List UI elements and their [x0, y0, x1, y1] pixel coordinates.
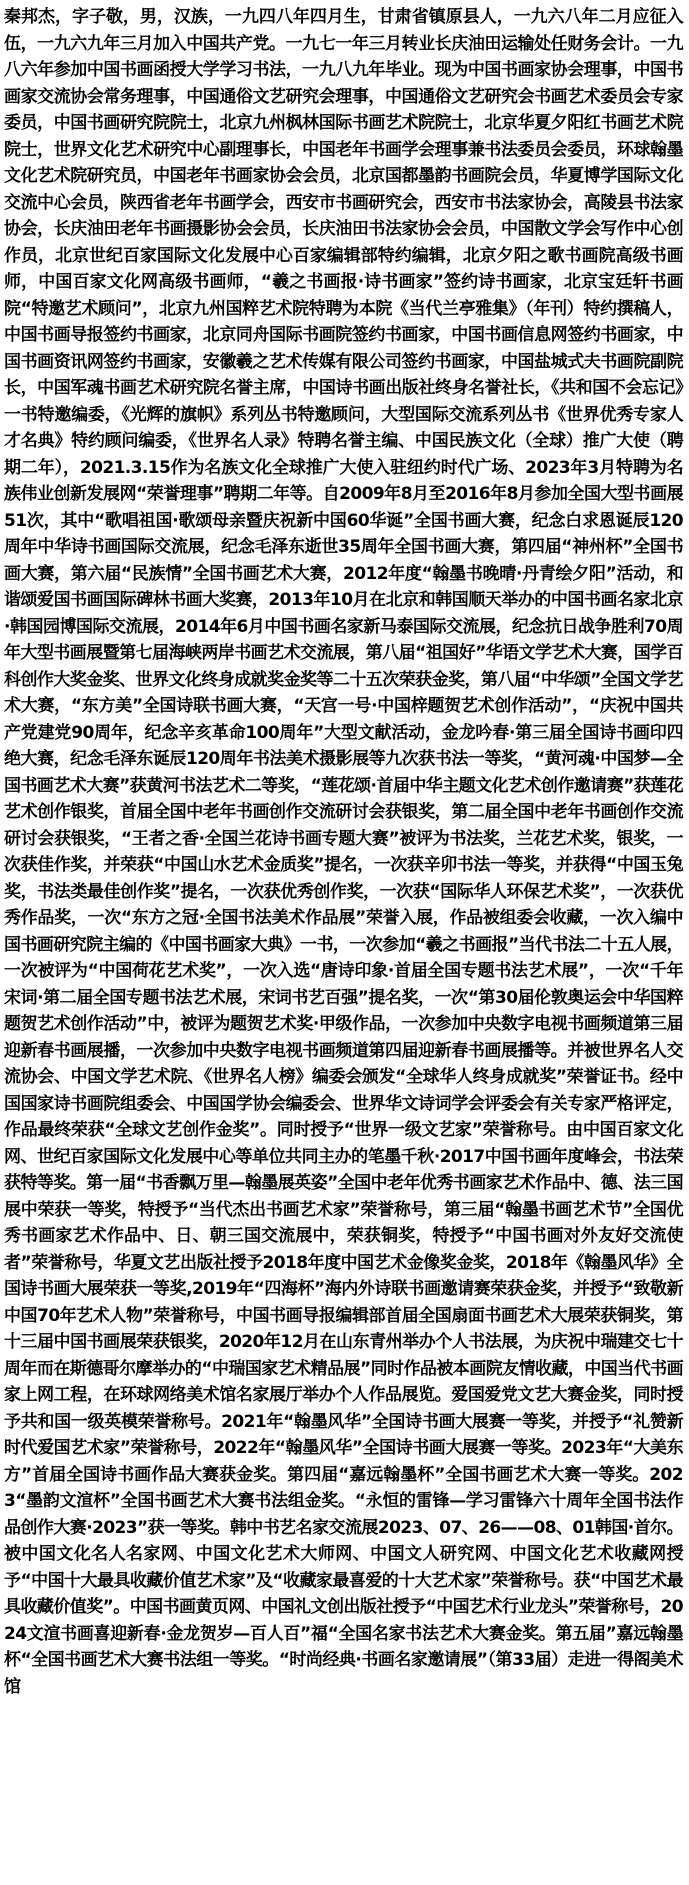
- biography-paragraph: 秦邦杰，字子敬，男，汉族，一九四八年四月生，甘肃省镇原县人，一九六八年二月应征入伍，一九六九年三月加入中国共产党。一九七一年三月转业长庆油田运输处任财务会计。一九八六年参加中国书画函授大学学习书法，一九八九年毕业。现为中国书画家协会理事，中国书画家交流协会常务理事，中国通俗文艺研究会理事，中国通俗文艺研究会书画艺术委员会专家委员，中国书画研究院院士，北京九州枫林国际书画艺术院院士，北京华夏夕阳红书画艺术院院士，世界文化艺术研究中心副理事长，中国老年书画学会理事兼书法委员会委员，环球翰墨文化艺术院研究员，中国老年书画家协会会员，北京国都墨韵书画院会员，华夏博学国际文化交流中心会员，陕西省老年书画学会，西安市书画研究会，西安市书法家协会，高陵县书法家协会，长庆油田老年书画摄影协会会员，长庆油田书法家协会会员，中国散文学会写作中心创作员，北京世纪百家国际文化发展中心百家编辑部特约编辑，北京夕阳之歌书画院高级书画师，中国百家文化网高级书画师，“羲之书画报·诗书画家”签约诗书画家，北京宝廷轩书画院“特邀艺术顾问”，北京九州国粹艺术院特聘为本院《当代兰亭雅集》（年刊）特约撰稿人，中国书画导报签约书画家，北京同舟国际书画院签约书画家，中国书画信息网签约书画家，中国书画资讯网签约书画家，安徽羲之艺术传媒有限公司签约书画家，中国盐城式夫书画院副院长，中国军魂书画艺术研究院名誉主席，中国诗书画出版社终身名誉社长，《共和国不会忘记》一书特邀编委，《光辉的旗帜》系列丛书特邀顾问，大型国际交流系列丛书《世界优秀专家人才名典》特约顾问编委，《世界名人录》特聘名誉主编、中国民族文化（全球）推广大使（聘期二年），2021.3.15作为名族文化全球推广大使入驻纽约时代广场、2023年3月特聘为名族伟业创新发展网“荣誉理事”聘期二年等。自2009年8月至2016年8月参加全国大型书画展51次，其中“歌唱祖国·歌颂母亲暨庆祝新中国60华诞”全国书画大赛，纪念白求恩诞辰120周年中华诗书画国际交流展，纪念毛泽东逝世35周年全国书画大赛，第四届“神州杯”全国书画大赛，第六届“民族情”全国书画艺术大赛，2012年度“翰墨书晚晴·丹青绘夕阳”活动，和谐颂爱国书画国际碑林书画大奖赛，2013年10月在北京和韩国顺天举办的中国书画名家北京·韩国园博国际交流展，2014年6月中国书画名家新马泰国际交流展，纪念抗日战争胜利70周年大型书画展暨第七届海峡两岸书画艺术交流展，第八届“祖国好”华语文学艺术大赛，国学百科创作大奖金奖、世界文化终身成就奖金奖等二十五次荣获金奖，第八届“中华颂”全国文学艺术大赛，“东方美”全国诗联书画大赛，“天宫一号·中国梓题贺艺术创作活动”，“庆祝中国共产党建党90周年，纪念辛亥革命100周年”大型文献活动，金龙吟春·第三届全国诗书画印四绝大赛，纪念毛泽东诞辰120周年书法美术摄影展等九次获书法一等奖，“黄河魂·中国梦—全国书画艺术大赛”获黄河书法艺术二等奖，“莲花颂·首届中华主题文化艺术创作邀请赛”获莲花艺术创作银奖，首届全国中老年书画创作交流研讨会获银奖，第二届全国中老年书画创作交流研讨会获银奖，“王者之香·全国兰花诗书画专题大赛”被评为书法奖，兰花艺术奖，银奖，一次获佳作奖，并荣获“中国山水艺术金质奖”提名，一次获辛卯书法一等奖，并获得“中国玉兔奖，书法类最佳创作奖”提名，一次获优秀创作奖，一次获“国际华人环保艺术奖”，一次获优秀作品奖，一次“东方之冠·全国书法美术作品展”荣誉入展，作品被组委会收藏，一次入编中国书画研究院主编的《中国书画家大典》一书，一次参加“羲之书画报”当代书法二十五人展，一次被评为“中国荷花艺术奖”，一次入选“唐诗印象·首届全国专题书法艺术展”，一次“千年宋词·第二届全国专题书法艺术展，宋词书艺百强”提名奖，一次“第30届伦敦奥运会中华国粹题贺艺术创作活动”中，被评为题贺艺术奖·甲级作品，一次参加中央数字电视书画频道第三届迎新春书画展播，一次参加中央数字电视书画频道第四届迎新春书画展播等。并被世界名人交流协会、中国文学艺术院、《世界名人榜》编委会颁发“全球华人终身成就奖”荣誉证书。经中国国家诗书画院组委会、中国国学协会编委会、世界华文诗词学会评委会有关专家严格评定，作品最终荣获“全球文艺创作金奖”。同时授予“世界一级文艺家”荣誉称号。由中国百家文化网、世纪百家国际文化发展中心等单位共同主办的笔墨千秋·2017中国书画年度峰会，书法荣获特等奖。第一届“书香飘万里—翰墨展英姿”全国中老年优秀书画家艺术作品中、德、法三国展中荣获一等奖，特授予“当代杰出书画艺术家”荣誉称号，第三届“翰墨书画艺术节”全国优秀书画家艺术作品中、日、朝三国交流展中，荣获铜奖，特授予“中国书画对外友好交流使者”荣誉称号，华夏文艺出版社授予2018年度中国艺术金像奖金奖，2018年《翰墨风华》全国诗书画大展荣获一等奖,2019年“四海杯”海内外诗联书画邀请赛荣获金奖，并授予“致敬新中国70年艺术人物”荣誉称号，中国书画导报编辑部首届全国扇面书画艺术大展荣获铜奖，第十三届中国书画展荣获银奖，2020年12月在山东青州举办个人书法展，为庆祝中瑞建交七十周年而在斯德哥尔摩举办的“中瑞国家艺术精品展”同时作品被本画院友情收藏，中国当代书画家上网工程，在环球网络美术馆名家展厅举办个人作品展览。爱国爱党文艺大赛金奖，同时授予共和国一级英模荣誉称号。2021年“翰墨风华”全国诗书画大展赛一等奖，并授予“礼赞新时代爱国艺术家”荣誉称号，2022年“翰墨风华”全国诗书画大展赛一等奖。2023年“大美东方”首届全国诗书画作品大赛获金奖。第四届“嘉远翰墨杯”全国书画艺术大赛一等奖。2023“墨韵文渲杯”全国书画艺术大赛书法组金奖。“永恒的雷锋—学习雷锋六十周年全国书法作品创作大赛·2023”获一等奖。韩中书艺名家交流展2023、07、26——08、01韩国·首尔。被中国文化名人名家网、中国文化艺术大师网、中国文人研究网、中国文化艺术收藏网授予“中国十大最具收藏价值艺术家”及“收藏家最喜爱的十大艺术家”荣誉称号。获“中国艺术最具收藏价值奖”。中国书画黄页网、中国礼文创出版社授予“中国艺术行业龙头”荣誉称号，2024文渲书画喜迎新春·金龙贺岁—百人百”福“全国名家书法艺术大赛金奖。第五届”嘉远翰墨杯“全国书画艺术大赛书法组一等奖。“时尚经典·书画名家邀请展”（第33届）走进一得阁美术馆: [4, 7, 683, 1697]
